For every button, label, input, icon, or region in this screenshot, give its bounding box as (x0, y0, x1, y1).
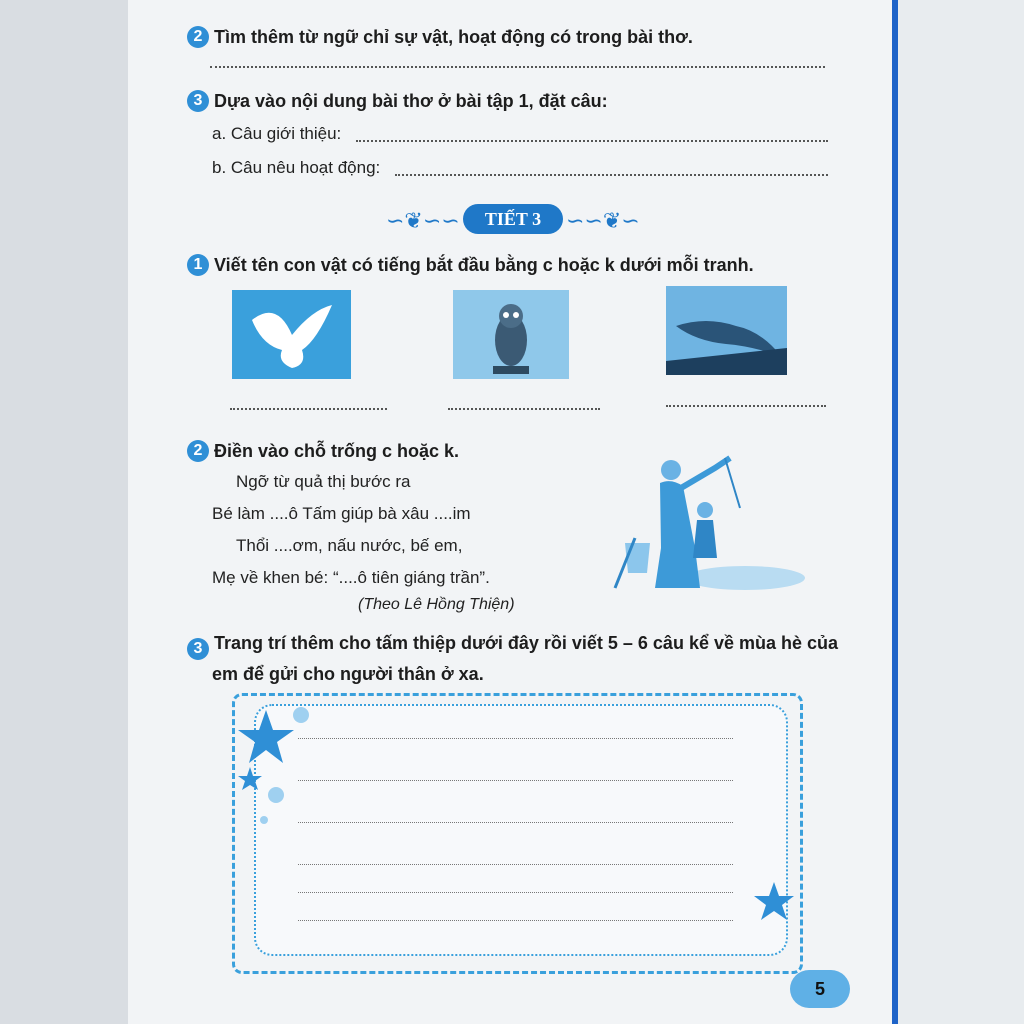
card-writing-line (298, 892, 733, 893)
answer-line (230, 408, 387, 410)
exercise-number-badge: 1 (187, 254, 209, 276)
card-writing-line (298, 864, 733, 865)
left-ornament-icon: ∽❦∽∽ (386, 208, 460, 233)
crocodile-icon (666, 286, 787, 375)
card-writing-line (298, 822, 733, 823)
exercise-number-badge: 3 (187, 90, 209, 112)
exercise-number-badge: 3 (187, 638, 209, 660)
exercise-question-line-2: em để gửi cho người thân ở xa. (212, 664, 484, 684)
card-writing-line (298, 780, 733, 781)
illustration-mother-child-icon (605, 448, 810, 598)
answer-line (395, 174, 828, 176)
exercise-question: Tìm thêm từ ngữ chỉ sự vật, hoạt động có trong bài thơ. (214, 27, 693, 47)
exercise-number-badge: 2 (187, 26, 209, 48)
exercise-question: Dựa vào nội dung bài thơ ở bài tập 1, đặt câu: (214, 91, 608, 111)
dove-icon (232, 290, 351, 379)
exercise-question-line-1: Trang trí thêm cho tấm thiệp dưới đây rồi viết 5 – 6 câu kể về mùa hè của (214, 633, 839, 653)
poem-line: Thổi ....ơm, nấu nước, bế em, (236, 536, 463, 555)
page-edge-background (896, 0, 1024, 1024)
item-a-label: a. Câu giới thiệu: (212, 124, 342, 143)
poem-line: Ngỡ từ quả thị bước ra (236, 472, 411, 491)
poem-line: Mẹ về khen bé: “....ô tiên giáng trần”. (212, 568, 490, 587)
exercise-question: Viết tên con vật có tiếng bắt đầu bằng c hoặc k dưới mỗi tranh. (214, 255, 754, 275)
answer-line (448, 408, 600, 410)
answer-line (210, 66, 825, 68)
owl-icon (453, 290, 569, 379)
answer-line (666, 405, 826, 407)
star-decoration-icon (752, 880, 796, 924)
section-title: TIẾT 3 (463, 204, 563, 234)
item-b-label: b. Câu nêu hoạt động: (212, 158, 381, 177)
exercise-number-badge: 2 (187, 440, 209, 462)
crocodile-picture (666, 286, 787, 375)
greeting-card-writing-area[interactable] (254, 704, 788, 956)
poem-line: Bé làm ....ô Tấm giúp bà xâu ....im (212, 504, 471, 523)
poem-citation: (Theo Lê Hồng Thiện) (358, 596, 515, 613)
card-writing-line (298, 738, 733, 739)
answer-line (356, 140, 828, 142)
star-decoration-icon (236, 705, 316, 825)
dove-picture (232, 290, 351, 379)
card-writing-line (298, 920, 733, 921)
exercise-question: Điền vào chỗ trống c hoặc k. (214, 441, 460, 461)
page-number: 5 (790, 970, 850, 1008)
right-ornament-icon: ∽∽❦∽ (566, 208, 640, 233)
owl-picture (453, 290, 569, 379)
